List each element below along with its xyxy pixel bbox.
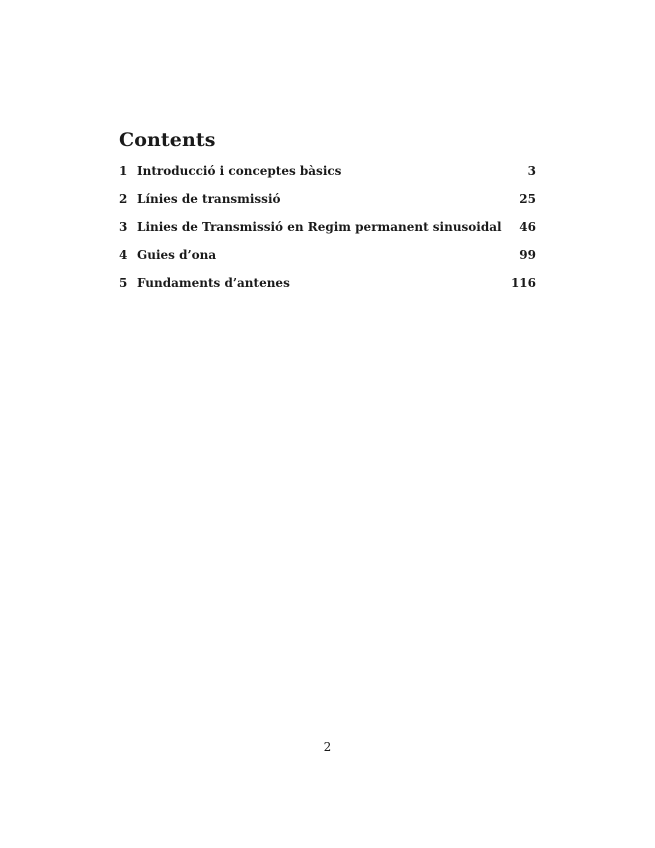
toc-entry-title: Fundaments d’antenes [137,276,290,290]
toc-entry-page: 25 [519,192,536,206]
toc-entry[interactable] [119,163,536,191]
page-number: 2 [323,740,332,754]
toc-entry-number: 1 [119,164,128,178]
toc-entry-title: Línies de transmissió [137,192,281,206]
toc-entry[interactable] [119,275,536,303]
toc-entry-title: Introducció i conceptes bàsics [137,164,342,178]
toc-entry-title: Guies d’ona [137,248,217,262]
toc-entry-page: 3 [527,164,536,178]
toc-entry-page: 99 [519,248,536,262]
toc-entry-page: 46 [519,220,536,234]
toc-entry[interactable] [119,191,536,219]
toc-entry-number: 4 [119,248,128,262]
toc-entry-number: 3 [119,220,128,234]
toc-entry-title: Linies de Transmissió en Regim permanent sinusoidal [137,220,502,234]
toc-list [119,163,536,303]
toc-entry-page: 116 [510,276,536,290]
toc-entry-number: 2 [119,192,128,206]
toc-entry[interactable] [119,219,536,247]
toc-heading: Contents [119,129,216,151]
toc-entry[interactable] [119,247,536,275]
toc-entry-number: 5 [119,276,128,290]
